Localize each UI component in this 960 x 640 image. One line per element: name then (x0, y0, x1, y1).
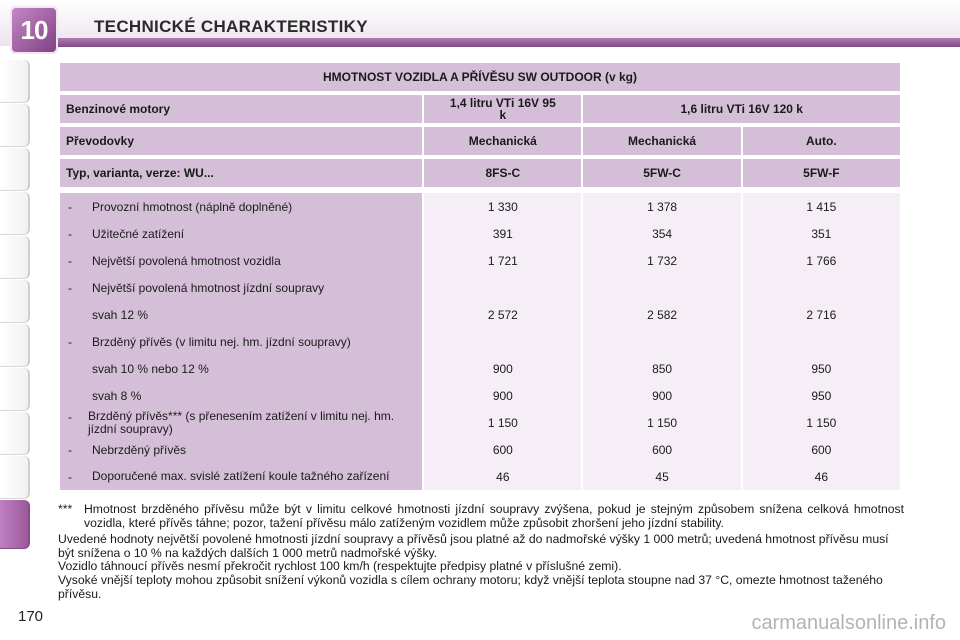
footnote-text: Hmotnost brzděného přívěsu může být v limitu celkové hmotnosti jízdní soupravy zvýšena, pokud je stejným způsobem snížena celková hmotnost vozidla, které přívěs táhne; pozor, tažení přívěsu málo zatíženým vozidlem může způsobit zhoršení jeho jízdní stability. (84, 502, 904, 530)
side-tab[interactable] (0, 456, 30, 499)
notes (58, 503, 904, 601)
row-dash: - (68, 253, 72, 268)
row-label: Nebrzděný přívěs (92, 442, 187, 457)
value-cell: 600 (424, 436, 581, 463)
row-dash: - (68, 334, 72, 349)
value-cell: 2 716 (743, 301, 900, 328)
side-tab[interactable] (0, 60, 30, 103)
table-row (60, 193, 900, 220)
side-tab[interactable] (0, 368, 30, 411)
row-label-cell (60, 463, 422, 490)
chapter-title: TECHNICKÉ CHARAKTERISTIKY (94, 17, 368, 36)
value-cell: 1 378 (583, 193, 740, 220)
value-cell: 600 (743, 436, 900, 463)
table-row (60, 409, 900, 436)
value-cell: 351 (743, 220, 900, 247)
row-label-cell (60, 220, 422, 247)
value-cell: 2 582 (583, 301, 740, 328)
value-cell (424, 274, 581, 301)
table-row (60, 220, 900, 247)
note-paragraph: Uvedené hodnoty největší povolené hmotnosti jízdní soupravy a přívěsů jsou platné až do nadmořské výšky 1 000 metrů; uvedená hmotnost přívěsu musí být snížena o 10 % na každých dalších 1 000 metrů nadmořské výšky. (58, 532, 889, 560)
type-label: Typ, varianta, verze: WU... (60, 159, 422, 187)
row-dash: - (68, 469, 72, 484)
row-dash: - (68, 199, 72, 214)
side-tab[interactable] (0, 148, 30, 191)
value-cell (583, 274, 740, 301)
side-tab[interactable] (0, 236, 30, 279)
side-tab[interactable] (0, 412, 30, 455)
row-label-cell (60, 247, 422, 274)
row-label-cell (60, 274, 422, 301)
table-row (60, 301, 900, 328)
type-cell: 8FS-C (424, 159, 581, 187)
side-tabs (0, 60, 30, 620)
value-cell: 45 (583, 463, 740, 490)
value-cell: 391 (424, 220, 581, 247)
side-tab[interactable] (0, 324, 30, 367)
table-row (60, 328, 900, 355)
row-label: Brzděný přívěs (v limitu nej. hm. jízdní soupravy) (92, 334, 351, 349)
row-dash: - (68, 280, 72, 295)
header-rule (44, 38, 960, 47)
gearbox-cell: Mechanická (583, 127, 740, 155)
row-label-cell (60, 301, 422, 328)
row-label-cell (60, 409, 422, 436)
table-row (60, 247, 900, 274)
row-label: Užitečné zatížení (92, 226, 185, 241)
row-label: Doporučené max. svislé zatížení koule tažného zařízení (92, 468, 390, 483)
value-cell: 2 572 (424, 301, 581, 328)
note-paragraph: Vysoké vnější teploty mohou způsobit snížení výkonů vozidla s cílem ochrany motoru; když vnější teplota stoupne nad 37 °C, omezte hmotnost taženého přívěsu. (58, 572, 883, 601)
row-label: Největší povolená hmotnost jízdní soupravy (92, 280, 325, 295)
side-tab[interactable] (0, 192, 30, 235)
gearbox-cell: Auto. (743, 127, 900, 155)
side-tab[interactable] (0, 280, 30, 323)
footnote (58, 503, 904, 530)
weights-table (58, 63, 902, 490)
page-number: 170 (18, 608, 44, 625)
value-cell: 1 150 (424, 409, 581, 436)
row-label-cell (60, 328, 422, 355)
value-cell: 1 330 (424, 193, 581, 220)
value-cell: 46 (424, 463, 581, 490)
type-row (60, 159, 900, 187)
value-cell (743, 328, 900, 355)
row-dash (68, 389, 92, 403)
table-row (60, 436, 900, 463)
table-row (60, 274, 900, 301)
row-dash: - (68, 226, 72, 241)
value-cell: 1 150 (583, 409, 740, 436)
row-dash: - (68, 442, 72, 457)
value-cell: 354 (583, 220, 740, 247)
engines-label: Benzinové motory (60, 95, 422, 123)
data-rows (60, 193, 900, 490)
note-paragraph: Vozidlo táhnoucí přívěs nesmí překročit rychlost 100 km/h (respektujte předpisy platné v příslušné zemi). (58, 559, 622, 574)
value-cell: 1 415 (743, 193, 900, 220)
value-cell (583, 328, 740, 355)
row-label-cell (60, 355, 422, 382)
table-row (60, 355, 900, 382)
value-cell: 1 721 (424, 247, 581, 274)
row-label: svah 10 % nebo 12 % (92, 361, 209, 376)
row-label: Provozní hmotnost (náplně doplněné) (92, 199, 293, 214)
row-label: svah 8 % (92, 388, 142, 403)
engine-1: 1,4 litru VTi 16V 95 k (424, 95, 581, 123)
gearbox-row (60, 127, 900, 155)
value-cell: 1 150 (743, 409, 900, 436)
row-dash: - (68, 409, 72, 424)
engine-2: 1,6 litru VTi 16V 120 k (583, 95, 900, 123)
gearbox-cell: Mechanická (424, 127, 581, 155)
value-cell: 900 (583, 382, 740, 409)
row-label: svah 12 % (92, 307, 149, 322)
row-dash (68, 362, 92, 376)
value-cell (424, 328, 581, 355)
notes-paragraphs (58, 533, 904, 601)
table-row (60, 463, 900, 490)
row-label-cell (60, 382, 422, 409)
type-cell: 5FW-C (583, 159, 740, 187)
footnote-marker: *** (58, 502, 73, 516)
value-cell: 900 (424, 355, 581, 382)
value-cell: 950 (743, 355, 900, 382)
value-cell: 850 (583, 355, 740, 382)
value-cell: 600 (583, 436, 740, 463)
value-cell: 1 732 (583, 247, 740, 274)
engines-row (60, 95, 900, 123)
row-label-cell (60, 436, 422, 463)
table-title: HMOTNOST VOZIDLA A PŘÍVĚSU SW OUTDOOR (v kg) (60, 63, 900, 91)
gearbox-label: Převodovky (60, 127, 422, 155)
row-label: Brzděný přívěs*** (s přenesením zatížení v limitu nej. hm. jízdní soupravy) (87, 408, 395, 436)
value-cell (743, 274, 900, 301)
table-title-row (60, 63, 900, 91)
watermark: carmanualsonline.info (751, 612, 946, 634)
chapter-badge: 10 (10, 6, 58, 54)
type-cell: 5FW-F (743, 159, 900, 187)
value-cell: 900 (424, 382, 581, 409)
row-label-cell (60, 193, 422, 220)
side-tab-active[interactable] (0, 500, 30, 549)
value-cell: 46 (743, 463, 900, 490)
row-dash (68, 308, 92, 322)
side-tab[interactable] (0, 104, 30, 147)
value-cell: 950 (743, 382, 900, 409)
row-label: Největší povolená hmotnost vozidla (92, 253, 281, 268)
table-row (60, 382, 900, 409)
value-cell: 1 766 (743, 247, 900, 274)
